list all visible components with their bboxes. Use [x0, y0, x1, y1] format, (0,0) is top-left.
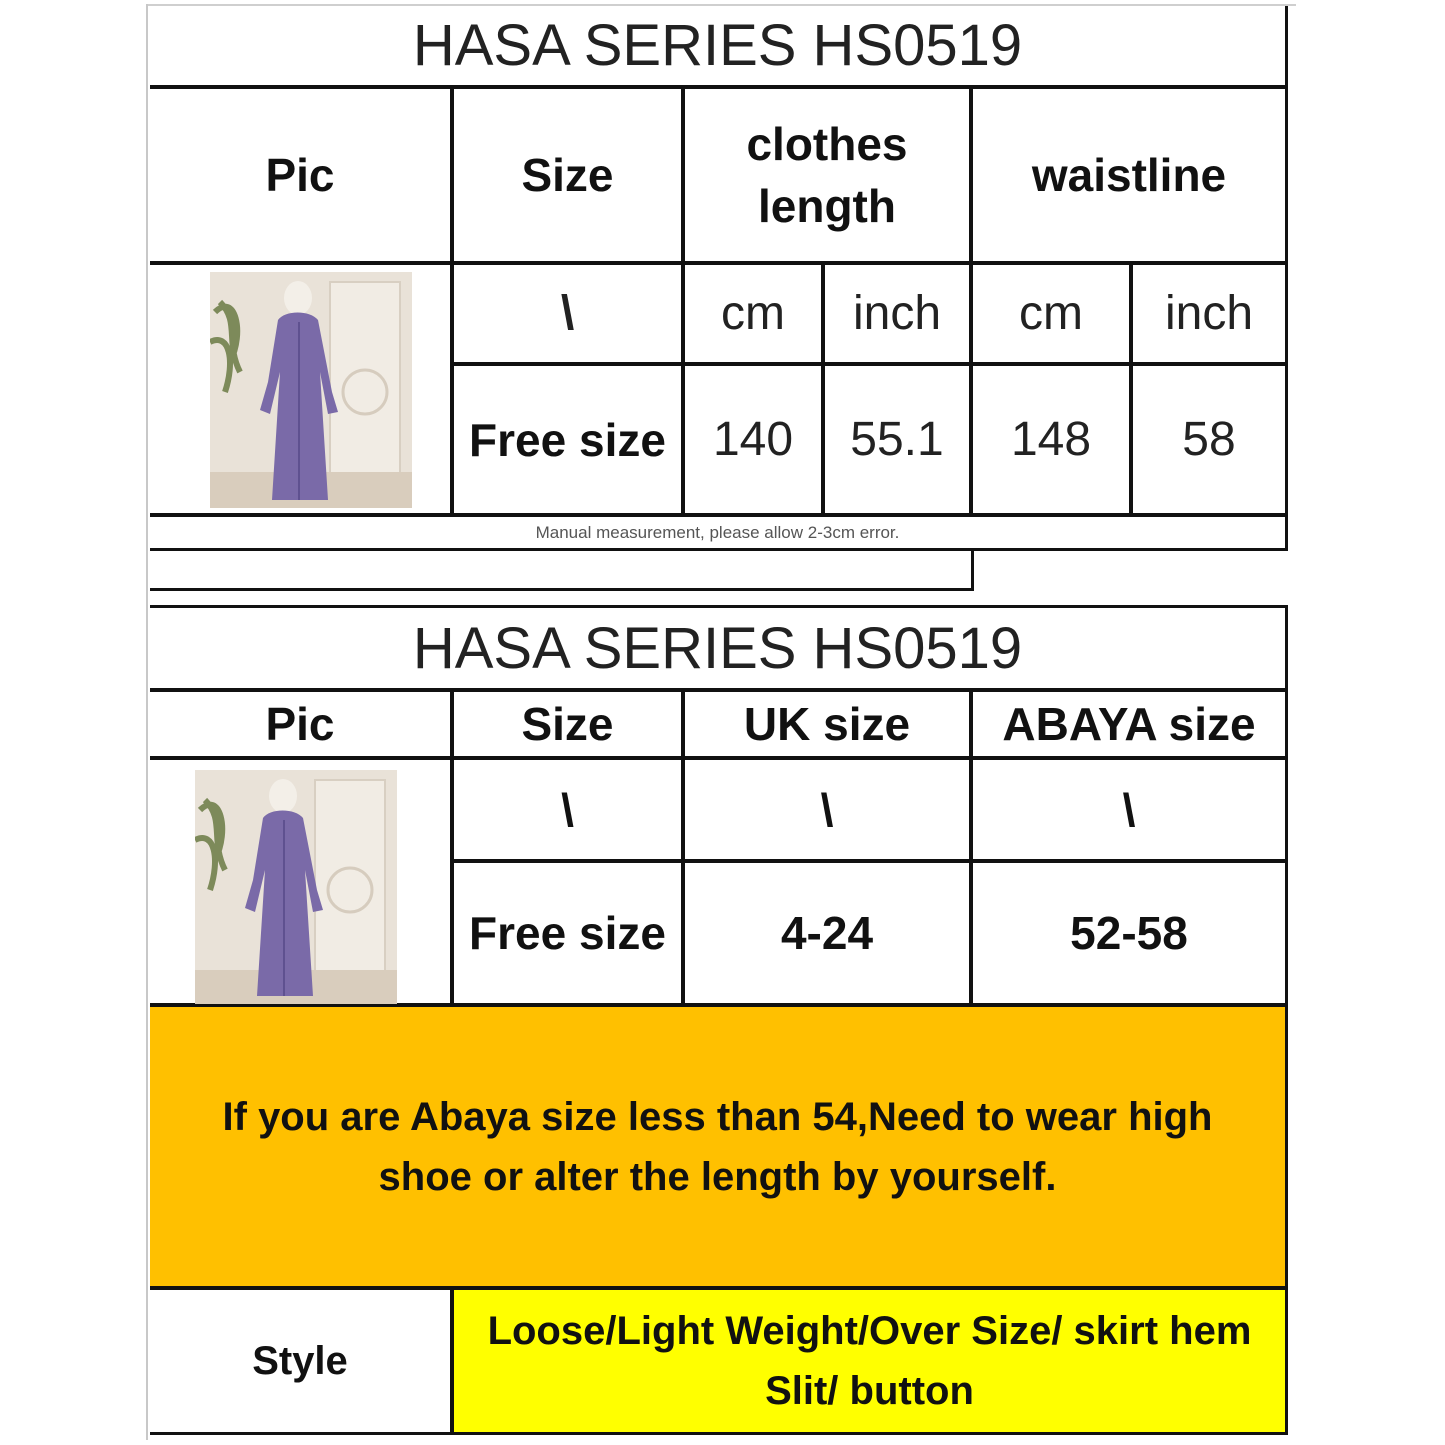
style-label: Style: [150, 1287, 453, 1435]
table2-header-pic: Pic: [150, 689, 453, 759]
table1-measurement-note: Manual measurement, please allow 2-3cm error.: [150, 514, 1288, 551]
table2-row-size: Free size: [451, 860, 684, 1006]
table1-row-size: Free size: [451, 363, 684, 516]
table2-unit-uk: \: [682, 757, 972, 862]
empty-row-border: [150, 549, 974, 591]
table2-row-uk: 4-24: [682, 860, 972, 1006]
style-value: [451, 1287, 1288, 1435]
table1-unit-size: \: [451, 262, 684, 365]
table1-row-w-inch: 58: [1130, 363, 1288, 516]
clothes-length-label: clothes length: [746, 118, 908, 232]
table1-unit-w-cm: cm: [970, 262, 1132, 365]
table2-header-uk-size: UK size: [682, 689, 972, 759]
sheet-left-gridline: [146, 4, 148, 1440]
abaya-notice-text: If you are Abaya size less than 54,Need to wear high shoe or alter the length by yourself.: [222, 1094, 1213, 1199]
table2-header-abaya-size: ABAYA size: [970, 689, 1288, 759]
table2-unit-abaya: \: [970, 757, 1288, 862]
table1-row-cl-inch: 55.1: [822, 363, 972, 516]
table1-header-size: Size: [451, 86, 684, 264]
table1-header-clothes-length: [682, 86, 972, 264]
table1-product-photo: [210, 272, 412, 508]
style-value-text: Loose/Light Weight/Over Size/ skirt hem Slit/ button: [487, 1309, 1252, 1413]
table1-header-pic: Pic: [150, 86, 453, 264]
table1-unit-cl-cm: cm: [682, 262, 824, 365]
table1-unit-w-inch: inch: [1130, 262, 1288, 365]
table2-row-abaya: 52-58: [970, 860, 1288, 1006]
table1-unit-cl-inch: inch: [822, 262, 972, 365]
table1-header-waistline: waistline: [970, 86, 1288, 264]
table2-title: HASA SERIES HS0519: [150, 605, 1288, 691]
table1-row-cl-cm: 140: [682, 363, 824, 516]
table2-header-size: Size: [451, 689, 684, 759]
table1-row-w-cm: 148: [970, 363, 1132, 516]
table2-product-photo: [195, 770, 397, 1004]
table1-title: HASA SERIES HS0519: [150, 6, 1288, 88]
abaya-notice: [150, 1004, 1288, 1289]
table2-unit-size: \: [451, 757, 684, 862]
